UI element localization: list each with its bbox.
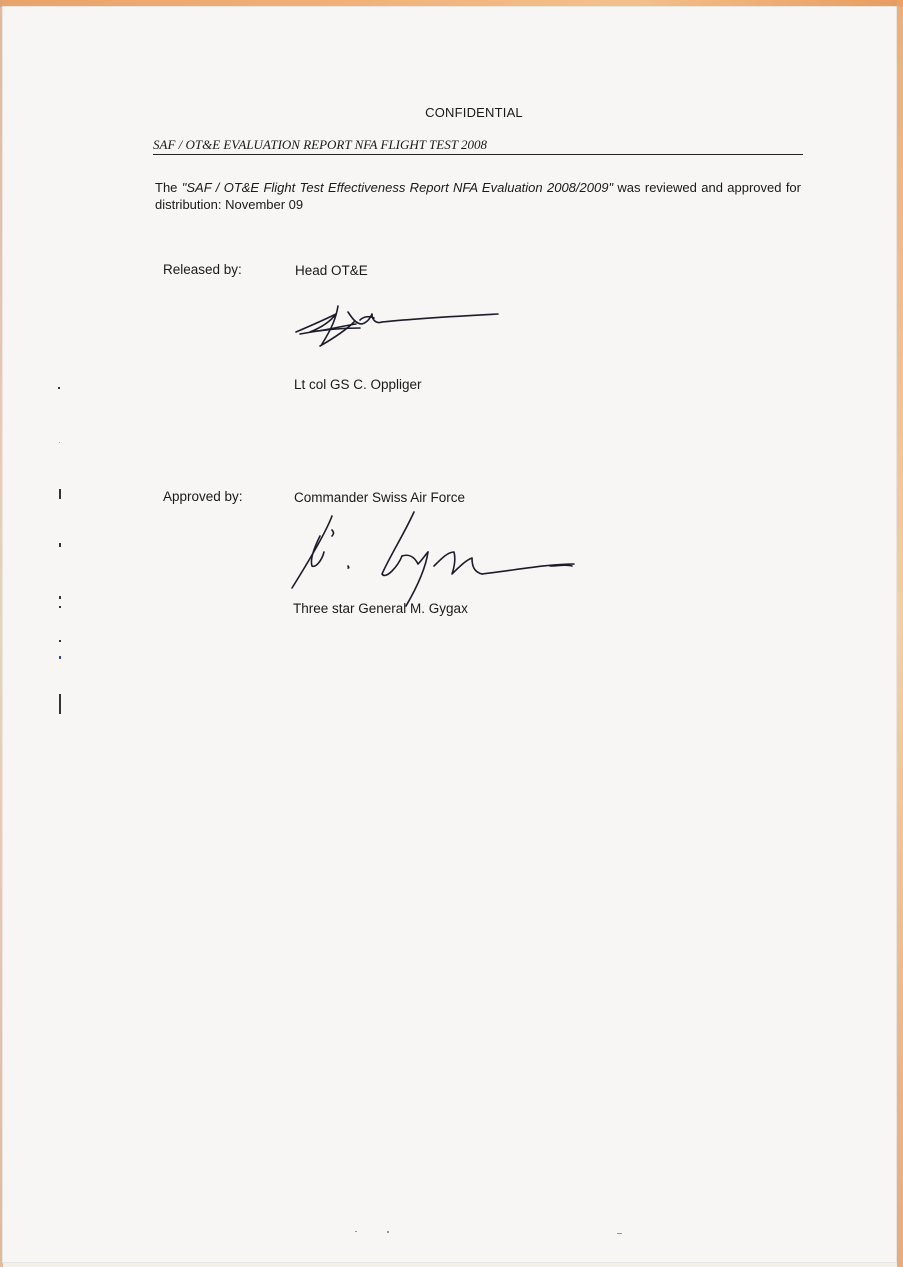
- punch-mark: [59, 596, 61, 599]
- approved-by-label: Approved by:: [163, 489, 243, 504]
- statement-suffix: was reviewed and approved for distribution: November 09: [155, 180, 801, 212]
- scan-speck: [355, 1231, 357, 1232]
- punch-mark: [59, 543, 61, 547]
- title-underline: [153, 154, 803, 155]
- punch-mark: [59, 489, 61, 499]
- released-by-label: Released by:: [163, 262, 242, 277]
- approved-by-role: Commander Swiss Air Force: [294, 490, 466, 505]
- page-edge-right: [897, 0, 903, 1267]
- released-by-name: Lt col GS C. Oppliger: [294, 377, 422, 392]
- punch-mark: [59, 442, 60, 443]
- released-by-role: Head OT&E: [295, 263, 368, 278]
- classification-header: CONFIDENTIAL: [425, 105, 523, 120]
- statement-prefix: The: [155, 180, 182, 195]
- punch-mark: [59, 694, 61, 714]
- punch-mark: [59, 656, 61, 659]
- report-title: SAF / OT&E EVALUATION REPORT NFA FLIGHT TEST 2008: [153, 137, 487, 152]
- punch-mark: [59, 606, 61, 608]
- approved-by-name: Three star General M. Gygax: [293, 601, 468, 616]
- approval-statement: [155, 179, 801, 213]
- punch-mark: [59, 640, 61, 642]
- scan-speck: [387, 1231, 389, 1233]
- signature-oppliger: [290, 300, 505, 352]
- statement-quoted-title: "SAF / OT&E Flight Test Effectiveness Report NFA Evaluation 2008/2009": [181, 180, 614, 195]
- scan-speck: [617, 1233, 622, 1234]
- signature-gygax: [286, 508, 581, 608]
- punch-mark: [58, 387, 60, 389]
